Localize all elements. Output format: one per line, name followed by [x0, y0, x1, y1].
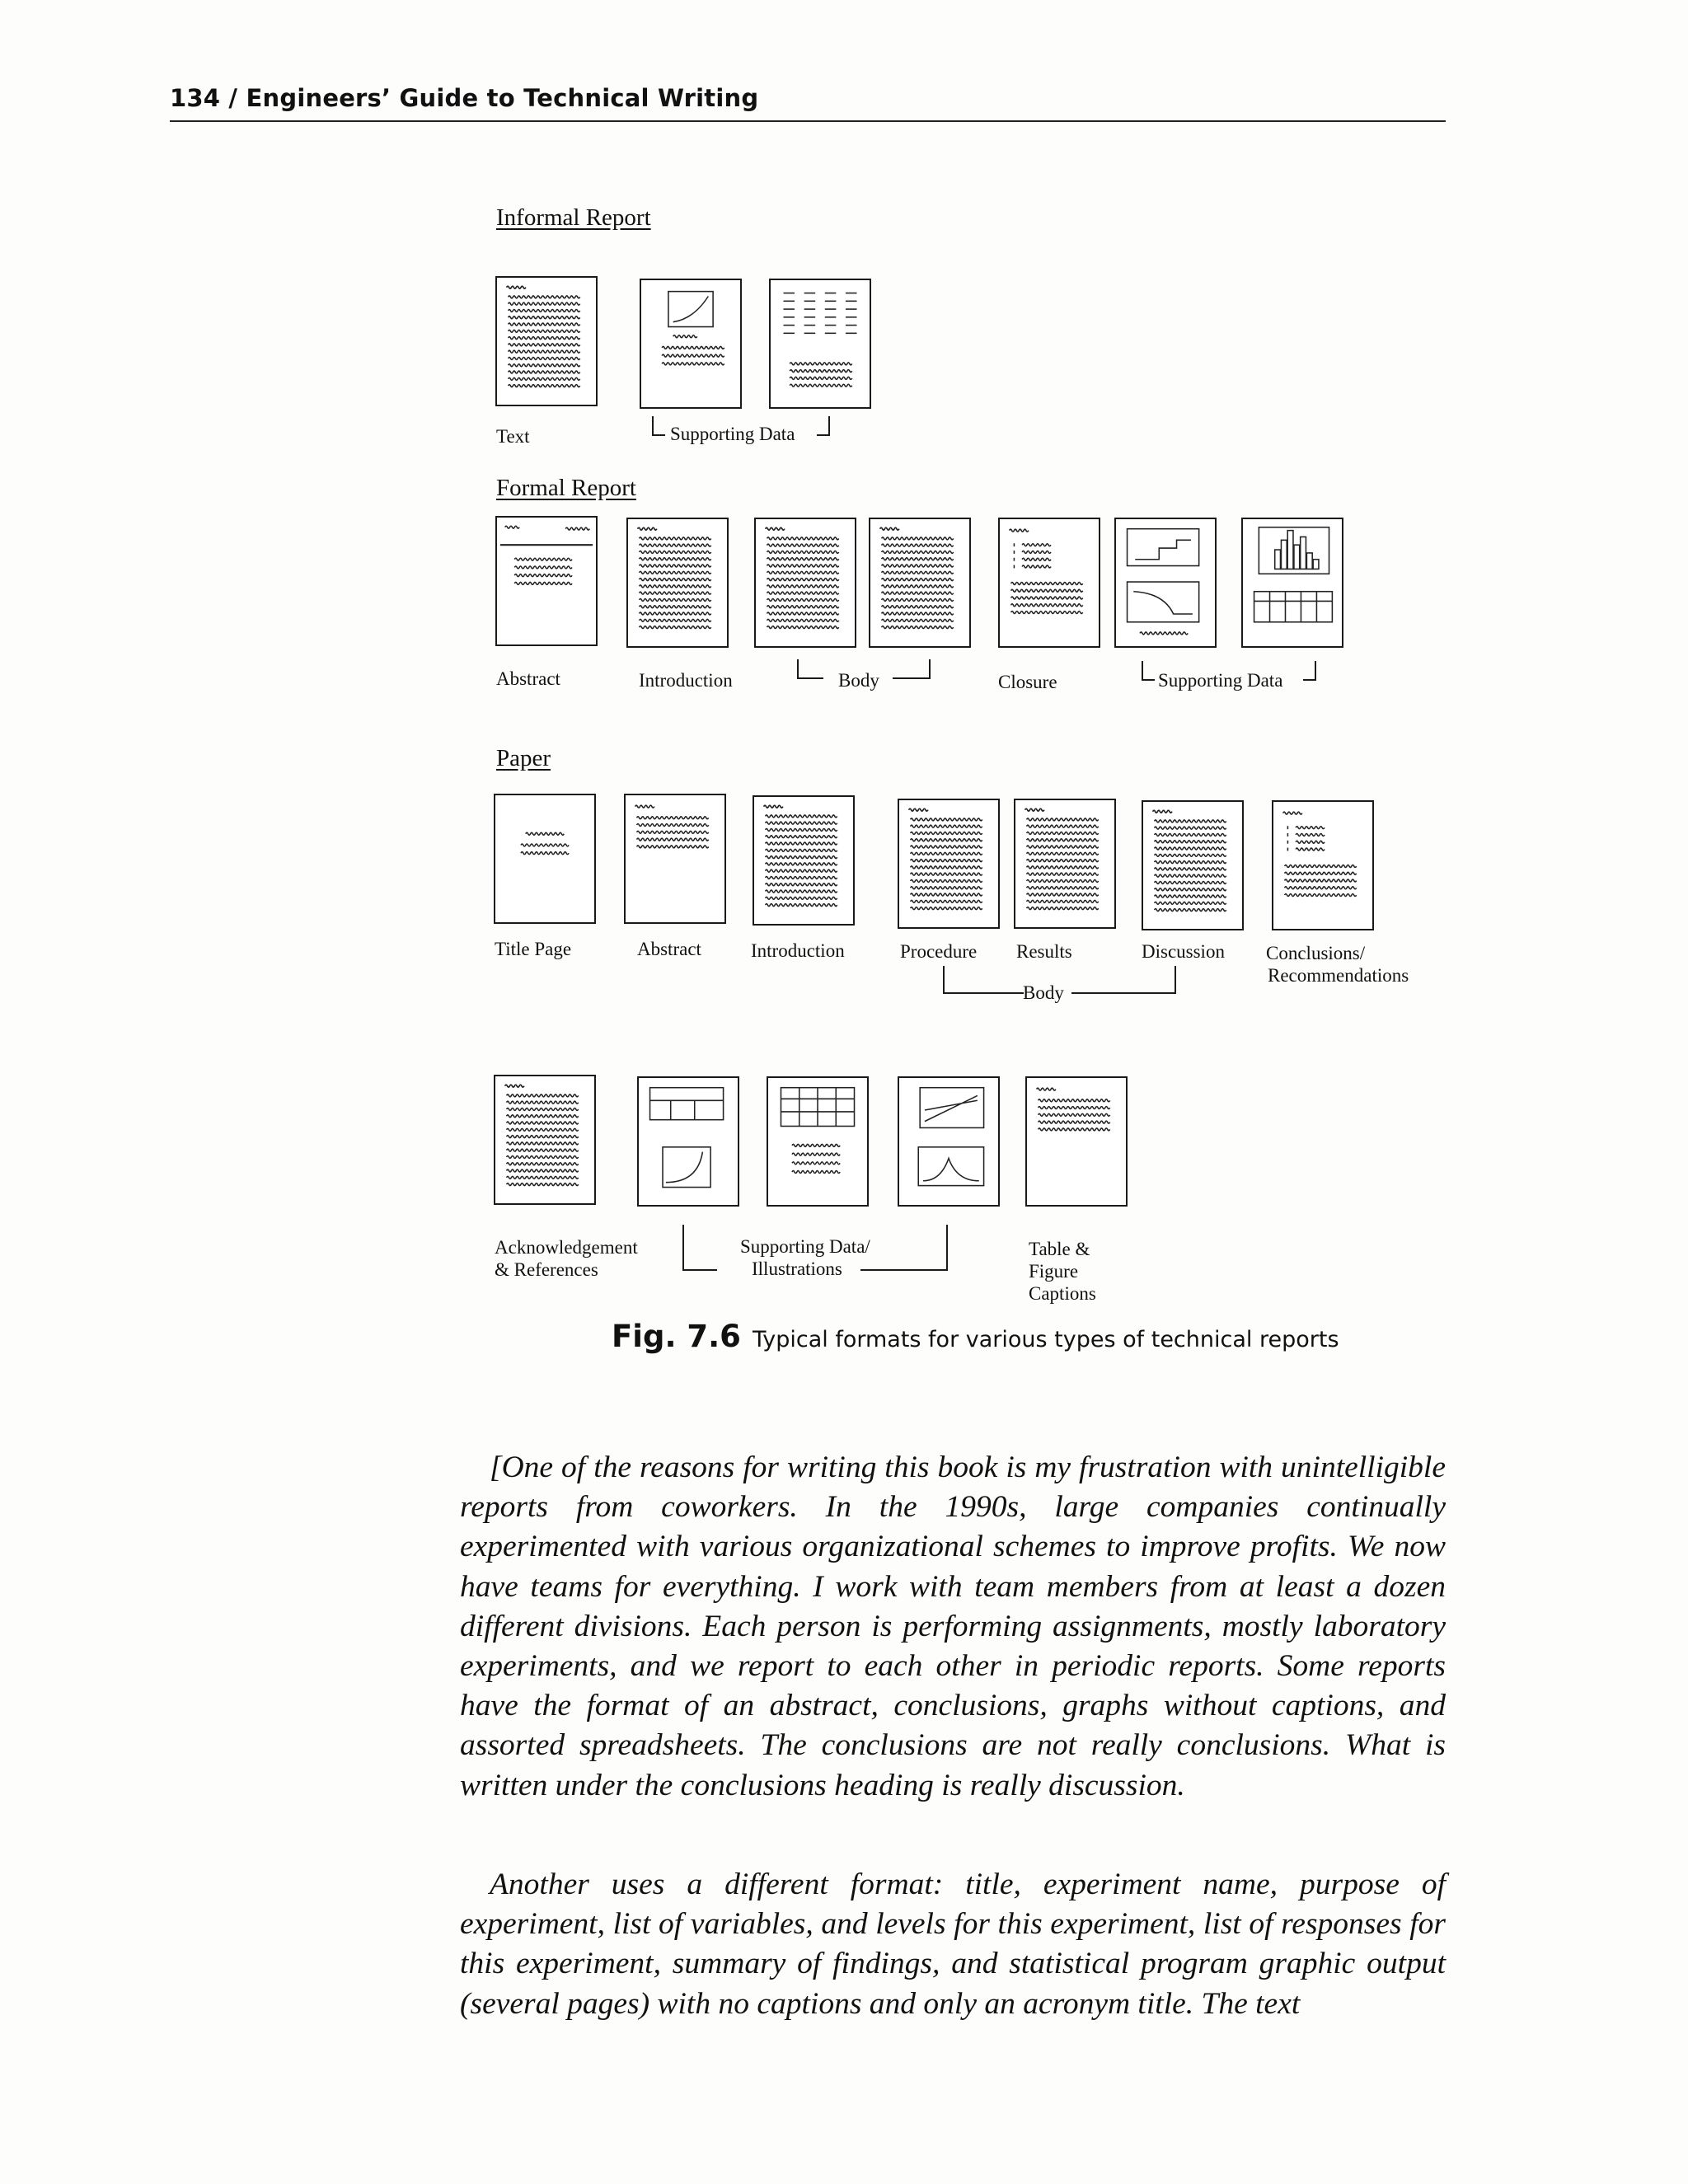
- label-results: Results: [1016, 941, 1072, 962]
- formal-report-heading: Formal Report: [496, 475, 636, 501]
- label-text: Text: [496, 426, 530, 447]
- bracket-formal-body: [797, 659, 931, 692]
- bracket-paper-supporting: [682, 1225, 948, 1279]
- formal-supporting-page-1: [1114, 518, 1217, 648]
- label-discussion: Discussion: [1142, 941, 1225, 962]
- running-head: 134 / Engineers’ Guide to Technical Writing: [170, 84, 759, 112]
- label-closure: Closure: [998, 672, 1057, 692]
- label-conclusions-line-2: Recommendations: [1268, 965, 1409, 986]
- paper-abstract-page: [624, 794, 726, 924]
- label-title-page: Title Page: [495, 939, 572, 959]
- paper-results-page: [1014, 799, 1116, 929]
- paper-illustration-page-2: [767, 1076, 869, 1207]
- informal-text-page: [495, 276, 598, 406]
- paper-title-page: [494, 794, 596, 924]
- formal-closure-page: [998, 518, 1100, 648]
- label-abstract-formal: Abstract: [496, 668, 560, 689]
- body-paragraph-1: [One of the reasons for writing this book is my frustration with unintelligible reports from coworkers. In the 1990s, large companies continually experimented with various organizational schemes to improve profits. We now have teams for everything. I work with team members from at least a dozen different divisions. Each person is performing assignments, mostly laboratory experiments, and we report to each other in periodic reports. Some reports have the format of an abstract, conclusions, graphs without captions, and assorted spreadsheets. The conclusions are not really conclusions. What is written under the conclusions heading is really discussion.: [460, 1451, 1446, 1802]
- paper-introduction-page: [753, 795, 855, 926]
- label-body-paper: Body: [1023, 982, 1064, 1003]
- label-captions-line-2: Figure: [1029, 1261, 1079, 1282]
- paper-discussion-page: [1142, 800, 1244, 930]
- figure-caption-text: Typical formats for various types of technical reports: [752, 1327, 1339, 1352]
- bracket-formal-supporting: [1142, 661, 1316, 694]
- informal-graph-page: [640, 279, 742, 409]
- paper-illustration-page-3: [898, 1076, 1000, 1207]
- paper-conclusions-page: [1272, 800, 1374, 930]
- label-introduction-formal: Introduction: [639, 670, 733, 691]
- paper-captions-page: [1025, 1076, 1128, 1207]
- label-supporting-data-formal: Supporting Data: [1158, 670, 1283, 691]
- figure-caption: [612, 1319, 1339, 1354]
- label-body-formal: Body: [838, 670, 879, 691]
- paper-acknowledgement-page: [494, 1075, 596, 1205]
- label-captions-line-1: Table &: [1029, 1239, 1090, 1259]
- label-acknowledgement-line-2: & References: [495, 1259, 598, 1280]
- bracket-informal-supporting: [652, 416, 830, 449]
- bracket-paper-body: [943, 966, 1176, 1007]
- label-procedure: Procedure: [900, 941, 978, 962]
- paper-illustration-page-1: [637, 1076, 739, 1207]
- label-conclusions-line-1: Conclusions/: [1266, 943, 1366, 963]
- header-rule: [170, 120, 1446, 122]
- label-supporting-data-informal: Supporting Data: [670, 424, 795, 444]
- label-supporting-line-1: Supporting Data/: [740, 1236, 870, 1257]
- informal-table-page: [769, 279, 871, 409]
- paper-heading: Paper: [496, 745, 551, 771]
- label-introduction-paper: Introduction: [751, 940, 845, 961]
- formal-body-page-2: [869, 518, 971, 648]
- label-abstract-paper: Abstract: [637, 939, 701, 959]
- formal-introduction-page: [626, 518, 729, 648]
- label-captions-line-3: Captions: [1029, 1283, 1096, 1304]
- figure-number: Fig. 7.6: [612, 1319, 741, 1354]
- paper-procedure-page: [898, 799, 1000, 929]
- label-acknowledgement-line-1: Acknowledgement: [495, 1237, 638, 1258]
- label-supporting-line-2: Illustrations: [752, 1258, 842, 1279]
- formal-body-page-1: [754, 518, 856, 648]
- body-paragraph-2: Another uses a different format: title, experiment name, purpose of experiment, list of variables, and levels for this experiment, list of responses for this experiment, summary of findings, and statistical program graphic output (several pages) with no captions and only an acronym title. The text: [460, 1868, 1446, 2021]
- formal-supporting-page-2: [1241, 518, 1343, 648]
- formal-abstract-page: [495, 516, 598, 646]
- informal-report-heading: Informal Report: [496, 204, 651, 231]
